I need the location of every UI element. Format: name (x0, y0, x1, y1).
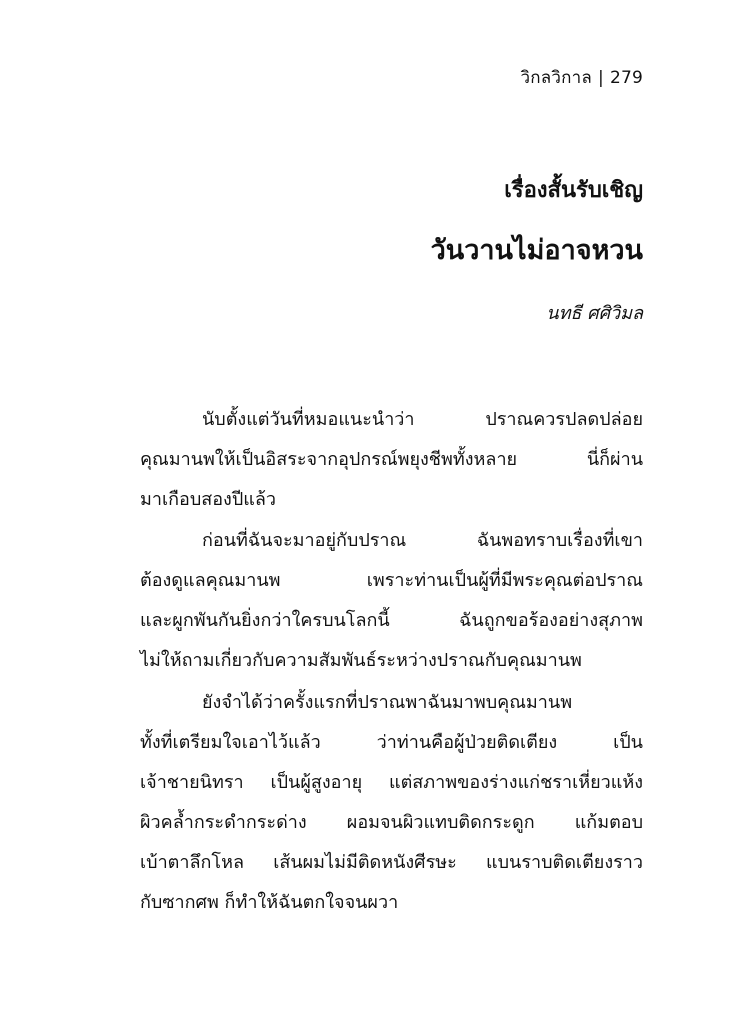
paragraph-line: เจ้าชายนิทรา เป็นผู้สูงอายุ แต่สภาพของร่างแก่ชราเหี่ยวแห้ง (140, 772, 643, 793)
page-number: 279 (609, 68, 643, 88)
paragraph-line: เบ้าตาลึกโหล เส้นผมไม่มีติดหนังศีรษะ แบนราบติดเตียงราว (140, 852, 643, 873)
paragraph-line: ทั้งที่เตรียมใจเอาไว้แล้ว ว่าท่านคือผู้ป่วยติดเตียง เป็น (140, 732, 643, 753)
paragraph-line: ต้องดูแลคุณมานพ เพราะท่านเป็นผู้ที่มีพระคุณต่อปราณ (140, 570, 643, 591)
paragraph-line: นับตั้งแต่วันที่หมอแนะนำว่า ปราณควรปลดปล่อย (202, 409, 643, 430)
section-kicker: เรื่องสั้นรับเชิญ (504, 178, 643, 203)
paragraph-line: ไม่ให้ถามเกี่ยวกับความสัมพันธ์ระหว่างปราณกับคุณมานพ (140, 650, 582, 671)
author-name: นทธี ศศิวิมล (546, 303, 643, 324)
header-separator: | (598, 68, 604, 88)
paragraph-line: ยังจำได้ว่าครั้งแรกที่ปราณพาฉันมาพบคุณมานพ (202, 692, 573, 713)
paragraph-line: มาเกือบสองปีแล้ว (140, 489, 277, 510)
story-title: วันวานไม่อาจหวน (430, 235, 643, 266)
paragraph-line: ผิวคล้ำกระดำกระด่าง ผอมจนผิวแทบติดกระดูก แก้มตอบ (140, 812, 643, 833)
paragraph-1 (140, 400, 643, 520)
running-header (521, 64, 643, 91)
paragraph-line: กับซากศพ ก็ทำให้ฉันตกใจจนผวา (140, 892, 399, 913)
book-title: วิกลวิกาล (520, 68, 592, 88)
paragraph-line: และผูกพันกันยิ่งกว่าใครบนโลกนี้ ฉันถูกขอร้องอย่างสุภาพ (140, 610, 643, 631)
paragraph-line: คุณมานพให้เป็นอิสระจากอุปกรณ์พยุงชีพทั้งหลาย นี่ก็ผ่าน (140, 449, 643, 470)
paragraph-2 (140, 521, 643, 681)
paragraph-line: ก่อนที่ฉันจะมาอยู่กับปราณ ฉันพอทราบเรื่องที่เขา (202, 530, 643, 551)
paragraph-3 (140, 683, 643, 923)
